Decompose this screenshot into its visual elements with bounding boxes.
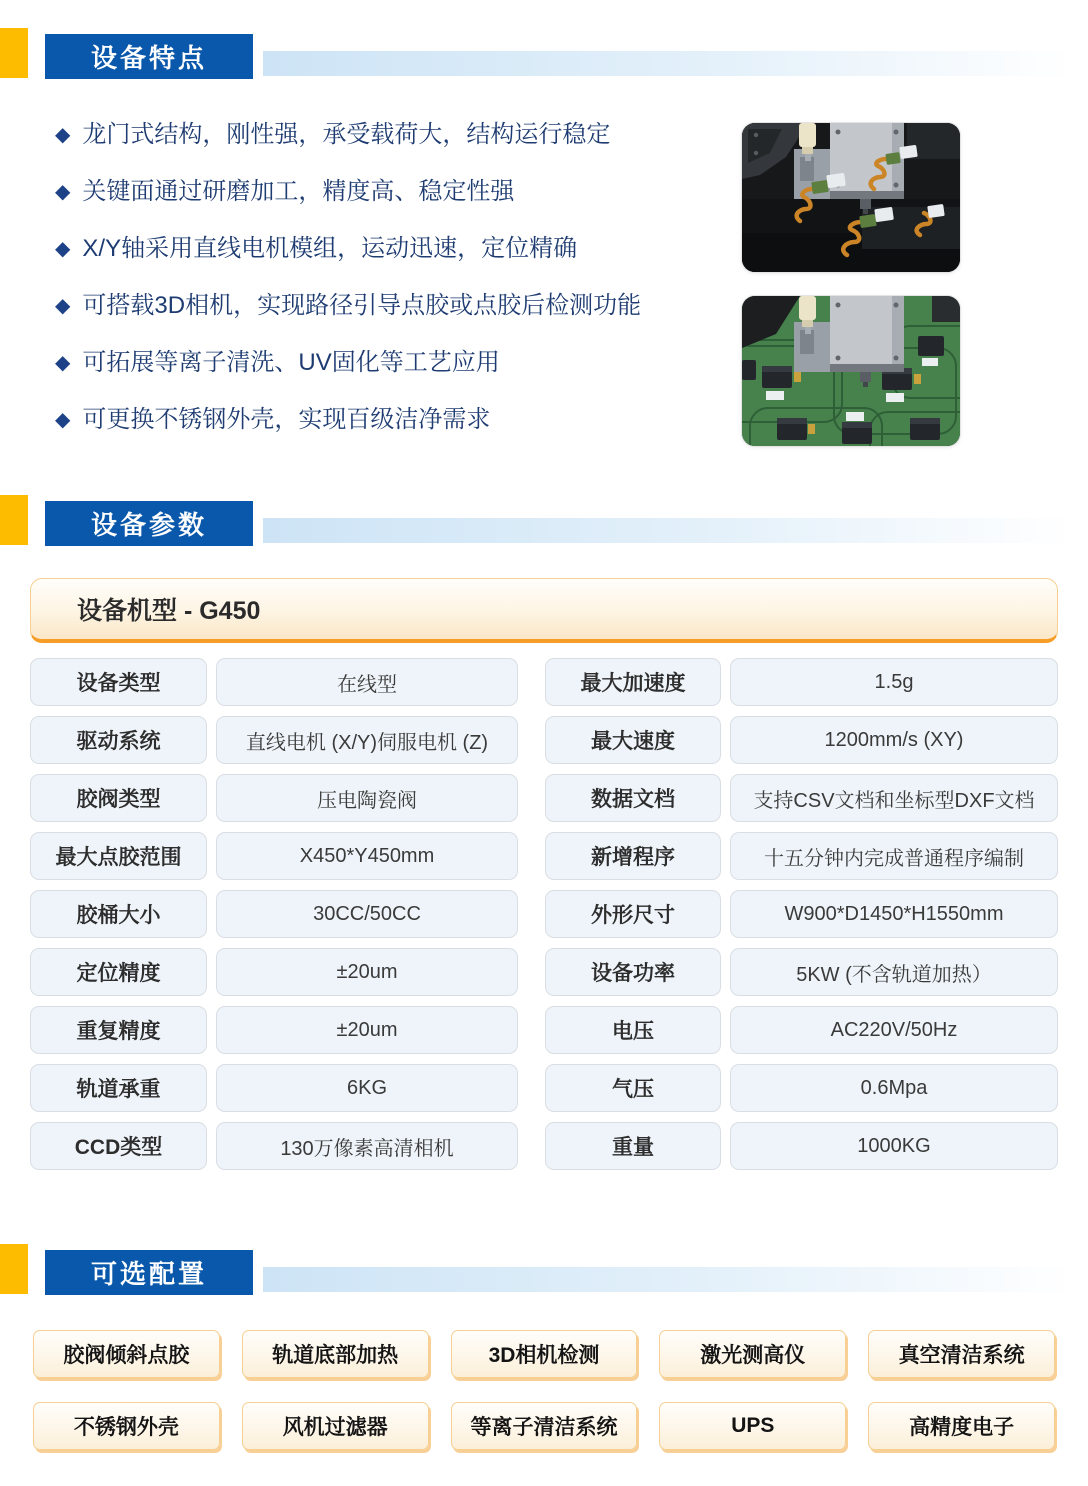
spec-column-left <box>30 658 518 1170</box>
spec-value: X450*Y450mm <box>216 832 518 880</box>
spec-label: 气压 <box>545 1064 721 1112</box>
table-row <box>545 1006 1058 1054</box>
spec-label: 重量 <box>545 1122 721 1170</box>
feature-text: 关键面通过研磨加工，精度高、稳定性强 <box>82 178 515 205</box>
table-row <box>30 774 518 822</box>
section-header-parameters <box>0 501 1088 558</box>
spec-label: 定位精度 <box>30 948 207 996</box>
spec-value: 十五分钟内完成普通程序编制 <box>730 832 1058 880</box>
spec-value: 1200mm/s (XY) <box>730 716 1058 764</box>
spec-value: 1000KG <box>730 1122 1058 1170</box>
spec-label: CCD类型 <box>30 1122 207 1170</box>
table-row <box>30 1006 518 1054</box>
spec-value: W900*D1450*H1550mm <box>730 890 1058 938</box>
spec-label: 轨道承重 <box>30 1064 207 1112</box>
spec-value: 6KG <box>216 1064 518 1112</box>
feature-item <box>55 232 715 266</box>
option-chip: 等离子清洁系统 <box>451 1402 638 1450</box>
diamond-bullet-icon: ◆ <box>55 352 71 374</box>
table-row <box>30 1122 518 1170</box>
spec-value: 30CC/50CC <box>216 890 518 938</box>
option-chip: 激光测高仪 <box>659 1330 846 1378</box>
diamond-bullet-icon: ◆ <box>55 295 71 317</box>
table-row <box>30 658 518 706</box>
parameters-section-title: 设备参数 <box>45 501 253 546</box>
accent-yellow-block <box>0 495 28 545</box>
accent-yellow-block <box>0 1244 28 1294</box>
photo-illustration <box>742 296 960 446</box>
option-chip: UPS <box>659 1402 846 1450</box>
feature-text: 可拓展等离子清洗、UV固化等工艺应用 <box>82 349 500 376</box>
table-row <box>545 1122 1058 1170</box>
feature-text: X/Y轴采用直线电机模组，运动迅速，定位精确 <box>82 235 578 262</box>
header-fade-bar <box>263 518 1063 543</box>
spec-value: 5KW (不含轨道加热） <box>730 948 1058 996</box>
option-chip: 真空清洁系统 <box>868 1330 1055 1378</box>
spec-label: 最大加速度 <box>545 658 721 706</box>
spec-value: ±20um <box>216 1006 518 1054</box>
spec-label: 最大点胶范围 <box>30 832 207 880</box>
spec-label: 最大速度 <box>545 716 721 764</box>
table-row <box>30 890 518 938</box>
feature-item <box>55 118 715 152</box>
photo-dispensing-head-green-pcb <box>742 296 960 446</box>
spec-value: ±20um <box>216 948 518 996</box>
spec-value: AC220V/50Hz <box>730 1006 1058 1054</box>
table-row <box>545 890 1058 938</box>
table-row <box>30 1064 518 1112</box>
features-section-title: 设备特点 <box>45 34 253 79</box>
spec-label: 胶桶大小 <box>30 890 207 938</box>
option-chip: 不锈钢外壳 <box>33 1402 220 1450</box>
spec-value: 0.6Mpa <box>730 1064 1058 1112</box>
header-fade-bar <box>263 51 1063 76</box>
spec-value: 在线型 <box>216 658 518 706</box>
spec-label: 电压 <box>545 1006 721 1054</box>
diamond-bullet-icon: ◆ <box>55 409 71 431</box>
table-row <box>545 948 1058 996</box>
diamond-bullet-icon: ◆ <box>55 124 71 146</box>
options-row-1 <box>33 1330 1055 1378</box>
spec-label: 设备功率 <box>545 948 721 996</box>
spec-value: 支持CSV文档和坐标型DXF文档 <box>730 774 1058 822</box>
table-row <box>30 832 518 880</box>
spec-label: 外形尺寸 <box>545 890 721 938</box>
section-header-options <box>0 1250 1088 1307</box>
diamond-bullet-icon: ◆ <box>55 181 71 203</box>
option-chip: 轨道底部加热 <box>242 1330 429 1378</box>
table-row <box>545 716 1058 764</box>
photo-illustration <box>742 123 960 272</box>
accent-yellow-block <box>0 28 28 78</box>
feature-item <box>55 403 715 437</box>
model-banner <box>30 578 1058 643</box>
model-title: 设备机型 - G450 <box>77 597 261 625</box>
options-section-title: 可选配置 <box>45 1250 253 1295</box>
table-row <box>545 774 1058 822</box>
spec-value: 直线电机 (X/Y)伺服电机 (Z) <box>216 716 518 764</box>
table-row <box>545 1064 1058 1112</box>
spec-label: 数据文档 <box>545 774 721 822</box>
option-chip: 3D相机检测 <box>451 1330 638 1378</box>
spec-column-right <box>545 658 1058 1170</box>
table-row <box>545 832 1058 880</box>
spec-label: 重复精度 <box>30 1006 207 1054</box>
photo-dispensing-head-flex-pcb <box>742 123 960 272</box>
option-chip: 高精度电子 <box>868 1402 1055 1450</box>
feature-text: 可更换不锈钢外壳，实现百级洁净需求 <box>82 406 491 433</box>
spec-table <box>30 658 1058 1170</box>
option-chip: 风机过滤器 <box>242 1402 429 1450</box>
table-row <box>30 716 518 764</box>
header-fade-bar <box>263 1267 1063 1292</box>
option-chip: 胶阀倾斜点胶 <box>33 1330 220 1378</box>
table-row <box>30 948 518 996</box>
spec-value: 压电陶瓷阀 <box>216 774 518 822</box>
diamond-bullet-icon: ◆ <box>55 238 71 260</box>
feature-item <box>55 346 715 380</box>
feature-text: 可搭载3D相机，实现路径引导点胶或点胶后检测功能 <box>82 292 642 319</box>
spec-label: 设备类型 <box>30 658 207 706</box>
feature-text: 龙门式结构，刚性强，承受载荷大，结构运行稳定 <box>82 121 611 148</box>
feature-item <box>55 175 715 209</box>
feature-item <box>55 289 715 323</box>
spec-value: 130万像素高清相机 <box>216 1122 518 1170</box>
spec-label: 胶阀类型 <box>30 774 207 822</box>
options-row-2 <box>33 1402 1055 1450</box>
section-header-features <box>0 34 1088 91</box>
spec-label: 新增程序 <box>545 832 721 880</box>
table-row <box>545 658 1058 706</box>
spec-value: 1.5g <box>730 658 1058 706</box>
feature-list <box>55 118 715 437</box>
spec-label: 驱动系统 <box>30 716 207 764</box>
